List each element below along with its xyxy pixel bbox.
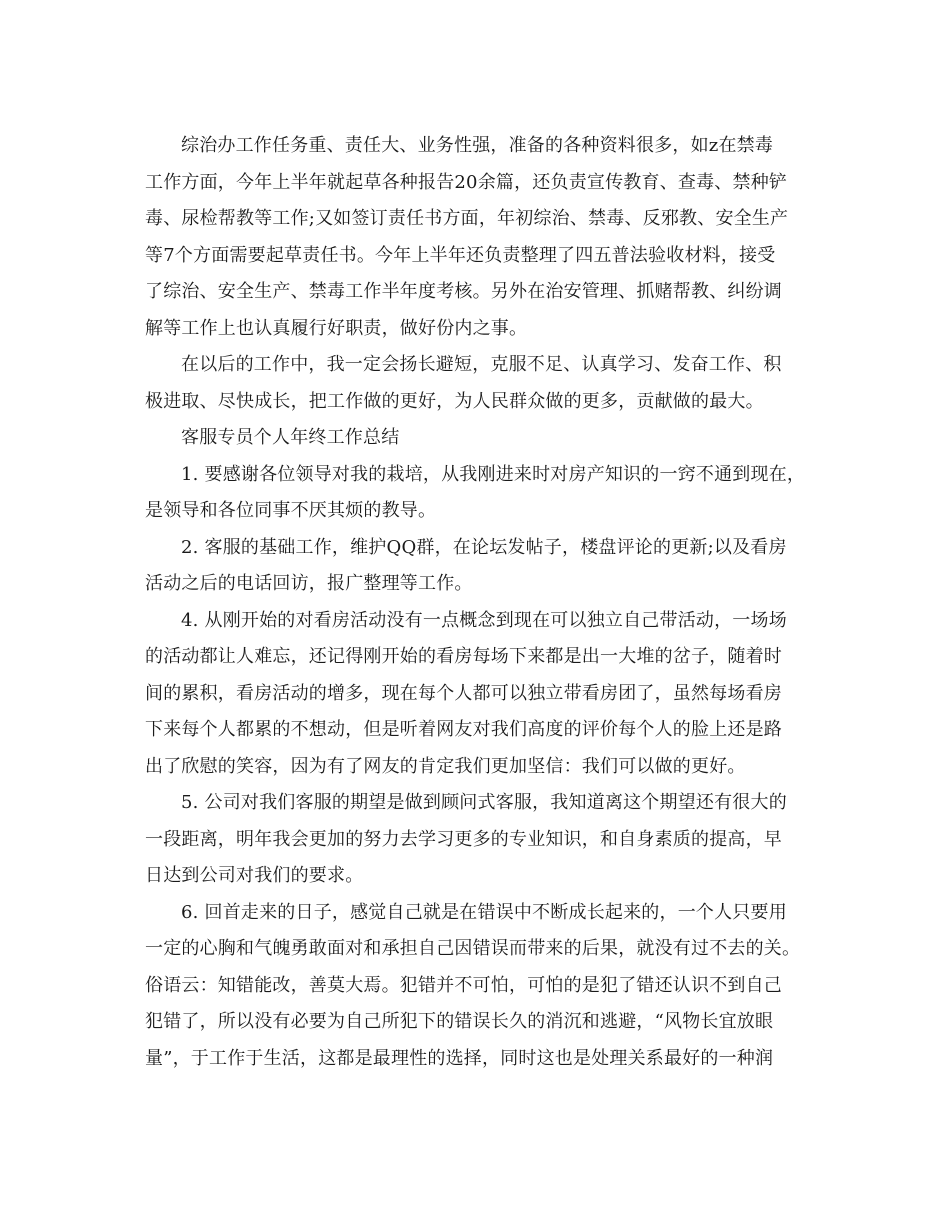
- text-line: 毒、尿检帮教等工作;又如签订责任书方面，年初综治、禁毒、反邪教、安全生产: [145, 208, 789, 229]
- text-line: 解等工作上也认真履行好职责，做好份内之事。: [145, 317, 528, 339]
- text-line: 是领导和各位同事不厌其烦的教导。: [145, 500, 437, 521]
- text-line: 量”，于工作于生活，这都是最理性的选择，同时这也是处理关系最好的一种润: [145, 1047, 774, 1069]
- text-line: 间的累积，看房活动的增多，现在每个人都可以独立带看房团了，虽然每场看房: [145, 682, 782, 704]
- text-line: 犯错了，所以没有必要为自己所犯下的错误长久的消沉和逃避，“风物长宜放眼: [145, 1011, 774, 1032]
- text-line: 6. 回首走来的日子，感觉自己就是在错误中不断成长起来的，一个人只要用: [181, 901, 787, 923]
- text-line: 的活动都让人难忘，还记得刚开始的看房每场下来都是出一大堆的岔子，随着时: [145, 646, 782, 667]
- text-line: 俗语云：知错能改，善莫大焉。犯错并不可怕，可怕的是犯了错还认识不到自己: [145, 974, 782, 996]
- section-heading: 客服专员个人年终工作总结: [181, 427, 400, 448]
- text-line: 1. 要感谢各位领导对我的栽培，从我刚进来时对房产知识的一窍不通到现在，: [181, 463, 806, 485]
- text-line: 5. 公司对我们客服的期望是做到顾问式客服，我知道离这个期望还有很大的: [181, 792, 787, 813]
- text-line: 一段距离，明年我会更加的努力去学习更多的专业知识，和自身素质的提高，早: [145, 828, 782, 850]
- text-line: 4. 从刚开始的对看房活动没有一点概念到现在可以独立自己带活动，一场场: [181, 609, 787, 631]
- text-line: 活动之后的电话回访，报广整理等工作。: [145, 573, 473, 594]
- text-line: 等7个方面需要起草责任书。今年上半年还负责整理了四五普法验收材料，接受: [145, 244, 776, 266]
- text-line: 工作方面，今年上半年就起草各种报告20余篇，还负责宣传教育、查毒、禁种铲: [145, 171, 788, 193]
- text-line: 日达到公司对我们的要求。: [145, 865, 364, 886]
- text-line: 一定的心胸和气魄勇敢面对和承担自己因错误而带来的后果，就没有过不去的关。: [145, 938, 801, 959]
- text-line: 极进取、尽快成长，把工作做的更好，为人民群众做的更多，贡献做的最大。: [145, 390, 764, 412]
- text-line: 综治办工作任务重、责任大、业务性强，准备的各种资料很多，如z在禁毒: [181, 135, 774, 156]
- text-line: 2. 客服的基础工作，维护QQ群，在论坛发帖子，楼盘评论的更新;以及看房: [181, 536, 787, 558]
- document-body: [145, 128, 815, 1077]
- text-line: 下来每个人都累的不想动，但是听着网友对我们高度的评价每个人的脸上还是路: [145, 719, 782, 740]
- text-line: 出了欣慰的笑容，因为有了网友的肯定我们更加坚信：我们可以做的更好。: [145, 755, 746, 777]
- text-line: 了综治、安全生产、禁毒工作半年度考核。另外在治安管理、抓赌帮教、纠纷调: [145, 281, 782, 302]
- text-line: 在以后的工作中，我一定会扬长避短，克服不足、认真学习、发奋工作、积: [181, 354, 782, 375]
